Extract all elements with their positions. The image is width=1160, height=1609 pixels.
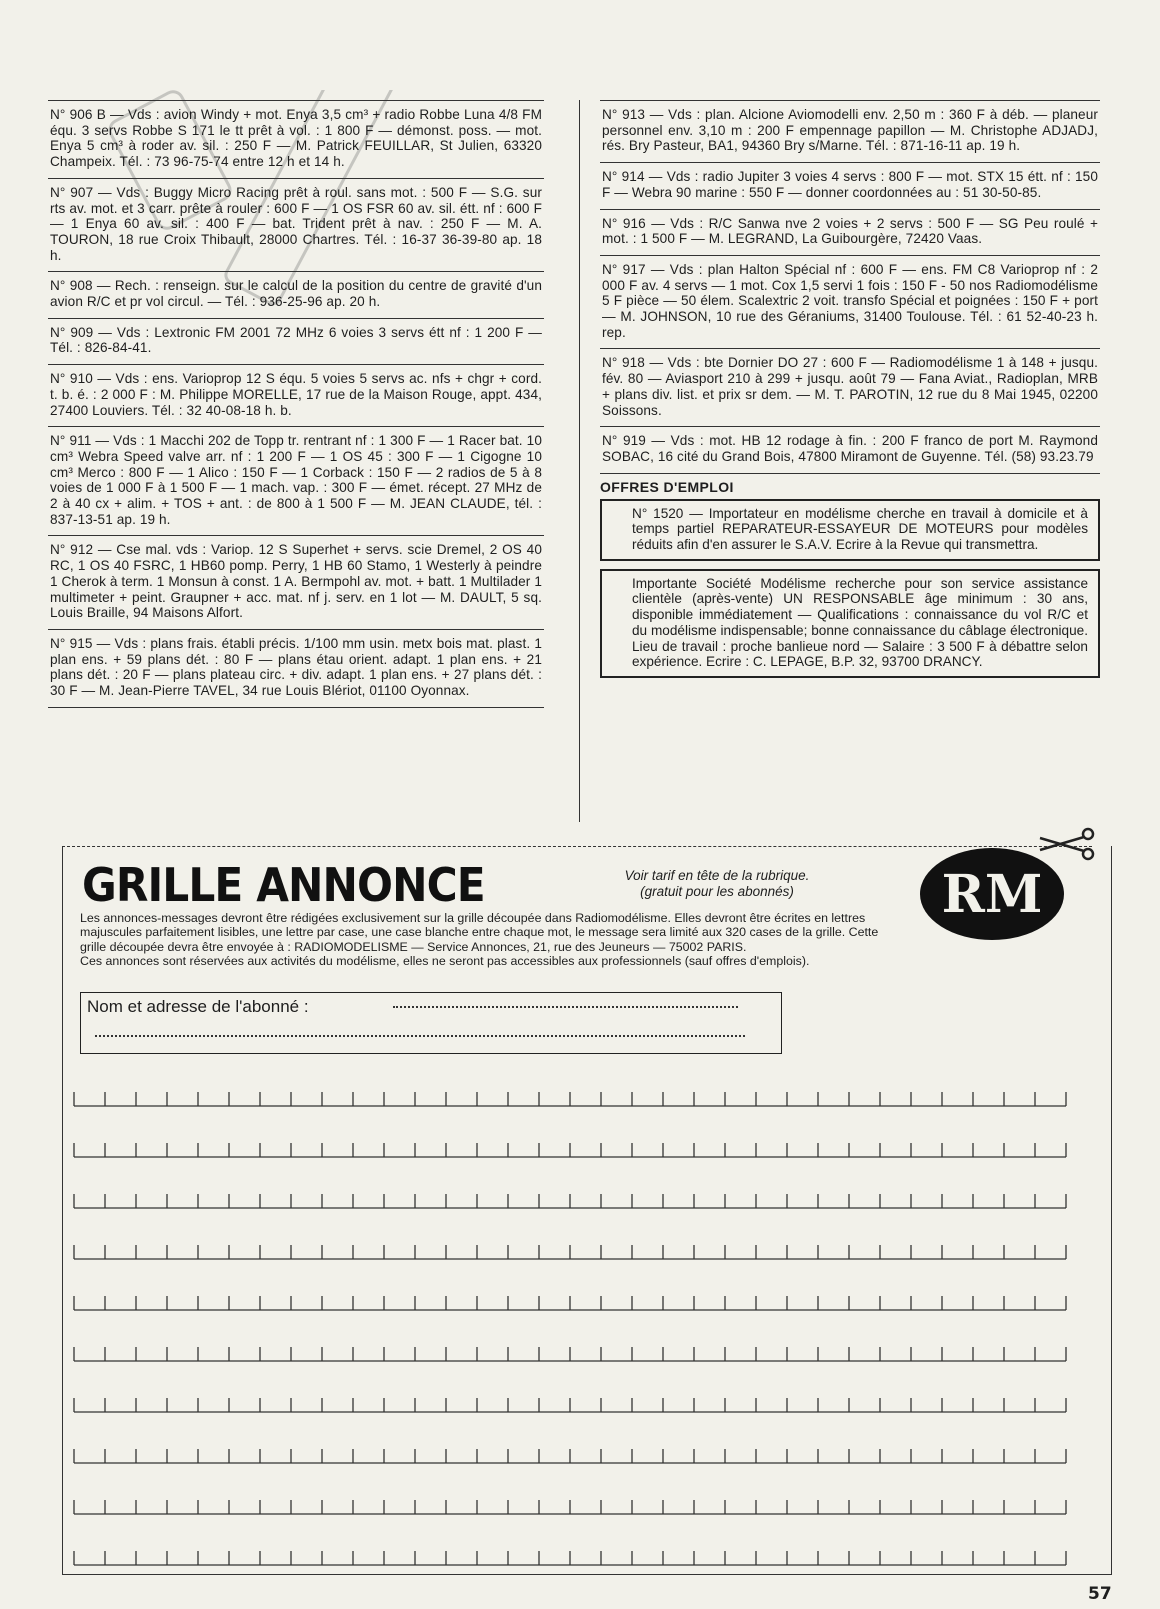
classifieds-right-column <box>600 100 1100 686</box>
name-address-box[interactable] <box>80 992 782 1054</box>
page-number: 57 <box>1088 1584 1112 1604</box>
classifieds-left-column <box>48 100 544 708</box>
job-offer-responsable: Importante Société Modélisme recherche pour son service assistance clientèle (après-vente) UN RESPONSABLE âge minimum : 30 ans, disponible immédiatement — Qualifications : connaissance du vol R/C et du modélisme indispensable; bonne connaissance du câblage électronique. Lieu de travail : proche banlieue nord — Salaire : 3 500 F à débattre selon expérience. Ecrire : C. LEPAGE, B.P. 32, 93700 DRANCY. <box>600 569 1100 678</box>
name-dotted-line-1[interactable] <box>393 1006 738 1008</box>
ad-text: N° 915 — Vds : plans frais. établi précis. 1/100 mm usin. metx bois mat. plast. 1 plan ens. + 59 plans dét. : 80 F — plans étau orient. adapt. 1 plan ens. + 21 plans dét. : 20 F — plans plateau circ. + div. adapt. 1 plan ens. + 27 plans dét. : 30 F — M. Jean-Pierre TAVEL, 34 rue Louis Blériot, 01100 Oyonnax. <box>50 635 542 699</box>
grid-row[interactable] <box>74 1398 1066 1412</box>
ad-text: N° 916 — Vds : R/C Sanwa nve 2 voies + 2 servs : 500 F — SG Peu roulé + mot. : 1 500 F — M. LEGRAND, La Guibourgère, 72420 Vaas. <box>602 215 1098 247</box>
grid-row[interactable] <box>74 1092 1066 1106</box>
grid-row[interactable] <box>74 1500 1066 1514</box>
ad-907 <box>48 178 544 272</box>
tarif-line-2: (gratuit pour les abonnés) <box>640 884 794 899</box>
ad-text: N° 908 — Rech. : renseign. sur le calcul de la position du centre de gravité d'un avion R/C et pr vol circul. — Tél. : 936-25-96 ap. 20 h. <box>50 278 542 310</box>
column-divider <box>579 100 580 822</box>
grid-row[interactable] <box>74 1551 1066 1565</box>
ad-915 <box>48 629 544 708</box>
ad-text: N° 918 — Vds : bte Dornier DO 27 : 600 F — Radiomodélisme 1 à 148 + jusqu. fév. 80 — Aviasport 210 à 299 + jusqu. août 79 — Fana Aviat., Radioplan, MRB + plans div. list. et prix sr dem. — M. T. PAROTIN, 12 rue du 8 Mai 1945, 02200 Soissons. <box>602 355 1098 418</box>
instructions-restriction: Ces annonces sont réservées aux activités du modélisme, elles ne seront pas accessibles aux professionnels (sauf offres d'emplois). <box>80 953 810 968</box>
grid-row[interactable] <box>74 1143 1066 1157</box>
grid-row[interactable] <box>74 1245 1066 1259</box>
ad-text: N° 911 — Vds : 1 Macchi 202 de Topp tr. rentrant nf : 1 300 F — 1 Racer bat. 10 cm³ Webra Speed valve arr. nf : 1 200 F — 1 OS 45 : 300 F — 1 Cigogne 10 cm³ Merco : 800 F — 1 Alico : 150 F — 1 Corback : 150 F — 2 radios de 5 à 8 voies de 1 000 F à 1 500 F — 1 mach. vap. : 300 F — émet. récept. 27 MHz de 2 à 40 cx + alim. + TOS + ant. : de 800 à 1 500 F — M. JEAN CLAUDE, tél. : 837-13-51 ap. 19 h. <box>50 433 542 527</box>
ad-918 <box>600 348 1100 426</box>
grille-instructions <box>80 911 960 968</box>
grid-row[interactable] <box>74 1296 1066 1310</box>
grid-row[interactable] <box>74 1347 1066 1361</box>
ad-911 <box>48 426 544 535</box>
tarif-note <box>586 868 848 900</box>
ad-text: N° 912 — Cse mal. vds : Variop. 12 S Superhet + servs. scie Dremel, 2 OS 40 RC, 1 OS 40 FSRC, 1 HB60 pomp. Perry, 1 HB 60 Stamo, 1 Westerly à peindre 1 Cherok à term. 1 Monsun à const. 1 A. Bermpohl av. mot. + batt. 1 Multilader 1 multimeter + peint. Graupner + acc. mat. nf j. serv. en 1 lot — M. DAULT, 5 sq. Louis Braille, 94 Maisons Alfort. <box>50 542 542 621</box>
ad-910 <box>48 364 544 426</box>
ad-917 <box>600 255 1100 349</box>
grille-title: GRILLE ANNONCE <box>82 858 485 912</box>
ad-text: N° 914 — Vds : radio Jupiter 3 voies 4 servs : 800 F — mot. STX 15 étt. nf : 150 F — Webra 90 marine : 550 F — donner coordonnées au : 51 30-50-85. <box>602 169 1098 200</box>
ad-text: N° 917 — Vds : plan Halton Spécial nf : 600 F — ens. FM C8 Varioprop nf : 2 000 F av. 4 servs — 1 mot. Cox 1,5 servi 1 fois : 150 F - 50 nos Radiomodélisme 5 F pièce — 50 élem. Scalextric 2 voit. transfo Spécial et poignées : 150 F + port — M. JOHNSON, 10 rue des Géraniums, 31400 Toulouse. Tél. : 61 52-40-23 h. rep. <box>602 261 1098 340</box>
ad-912 <box>48 535 544 629</box>
ad-906b <box>48 100 544 178</box>
rm-logo-text: RM <box>941 864 1043 925</box>
ad-916 <box>600 209 1100 255</box>
ad-text: N° 919 — Vds : mot. HB 12 rodage à fin. : 200 F franco de port M. Raymond SOBAC, 16 cité du Grand Bois, 47800 Miramont de Guyenne. Tél. (58) 93.23.79 <box>602 433 1098 464</box>
letter-grid[interactable] <box>70 1076 1090 1576</box>
grid-row[interactable] <box>74 1449 1066 1463</box>
name-dotted-line-2[interactable] <box>95 1035 745 1037</box>
ad-text: N° 913 — Vds : plan. Alcione Aviomodelli env. 2,50 m : 360 F à déb. — planeur personnel env. 3,10 m : 200 F empennage papillon — M. Christophe ADJADJ, rés. Bry Pasteur, BA1, 94360 Bry s/Marne. Tél. : 871-16-11 ap. 19 h. <box>602 107 1098 154</box>
ad-909 <box>48 318 544 364</box>
ad-text: N° 910 — Vds : ens. Varioprop 12 S équ. 5 voies 5 servs ac. nfs + chgr + cord. t. b. é. : 2 000 F : M. Philippe MORELLE, 17 rue de la Maison Rouge, appt. 434, 27400 Louviers. Tél. : 32 40-08-18 h. b. <box>50 371 542 418</box>
ad-908 <box>48 271 544 317</box>
offres-emploi-heading: OFFRES D'EMPLOI <box>600 473 1100 499</box>
ad-text: N° 907 — Vds : Buggy Micro Racing prêt à roul. sans mot. : 500 F — S.G. sur rts av. mot. et 3 carr. prête à rouler : 600 F — 1 OS FSR 60 av. sil. étt. nf : 600 F — 1 Enya 60 av. sil. : 400 F — bat. Trident prêt à nav. : 250 F — M. A. TOURON, 18 rue Croix Thibault, 28000 Chartres. Tél. : 16-37 36-39-80 ap. 18 h. <box>50 184 542 263</box>
grid-row[interactable] <box>74 1194 1066 1208</box>
tarif-line-1: Voir tarif en tête de la rubrique. <box>624 868 810 883</box>
ad-913 <box>600 100 1100 162</box>
ad-914 <box>600 162 1100 208</box>
ad-919 <box>600 426 1100 472</box>
job-offer-1520: N° 1520 — Importateur en modélisme cherche en travail à domicile et à temps partiel REPARATEUR-ESSAYEUR DE MOTEURS pour modèles réduits afin d'en assurer le S.A.V. Ecrire à la Revue qui transmettra. <box>600 499 1100 561</box>
ad-text: N° 906 B — Vds : avion Windy + mot. Enya 3,5 cm³ + radio Robbe Luna 4/8 FM équ. 3 servs Robbe S 171 le tt prêt à vol. : 1 800 F — démonst. poss. — mot. Enya 5 cm³ à roder av. sil. : 250 F — M. Patrick FEUILLAR, St Julien, 63320 Champeix. Tél. : 73 96-75-74 entre 12 h et 14 h. <box>50 107 542 170</box>
ad-text: N° 909 — Vds : Lextronic FM 2001 72 MHz 6 voies 3 servs étt nf : 1 200 F — Tél. : 826-84-41. <box>50 324 542 356</box>
name-address-label: Nom et adresse de l'abonné : <box>87 997 309 1016</box>
instructions-main: Les annonces-messages devront être rédigées exclusivement sur la grille découpée dans Radiomodélisme. Elles devront être écrites en lettres majuscules parfaitement lisibles, une lettre par case, une case blanche entre chaque mot, le message sera limité aux 320 cases de la grille. Cette grille découpée devra être envoyée à : RADIOMODELISME — Service Annonces, 21, rue des Jeuneurs — 75002 PARIS. <box>80 911 879 954</box>
